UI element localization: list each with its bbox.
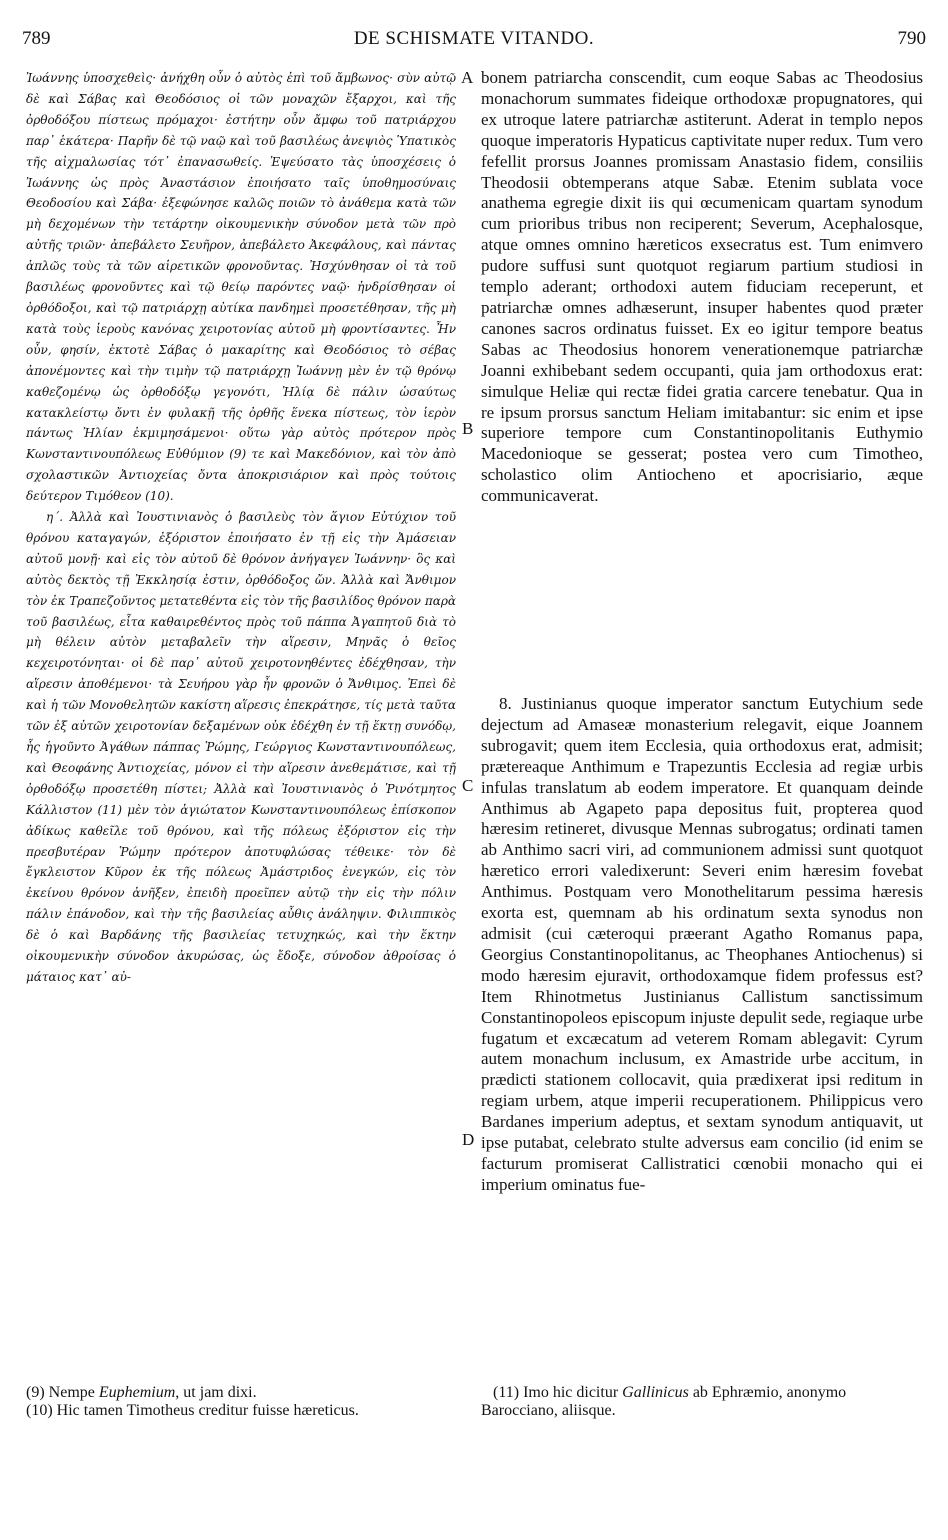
running-header <box>22 28 926 58</box>
latin-paragraph-1: bonem patriarcha conscendit, cum eoque Sabas ac Theodosius monachorum summates fideique orthodoxæ propugnatores, qui ex utroque latere patriarchæ astiterunt. Aderat in templo nepos quoque imperatoris Hypaticus captivitate nuper redux. Tum vero fefellit prorsus Joannes promissam Anastasio fidem, consiliis Theodosii obtemperans atque Sabæ. Etenim sublata voce anathema egregie dixit iis qui œcumenicam quartam synodum cum prioribus tribus non reciperent; Severum, Acephalosque, atque omnes omnino hæreticos exsecratus est. Tum enimvero pudore suffusi sunt quotquot regiarum partium studiosi in templo aderant; orthodoxi autem fiduciam receperunt, et patriarchæ omnes adhæserunt, insuper habentes quod præter canones sacros ordinatus fuisset. Ex eo igitur tempore beatus Sabas ac Theodosius honorem venerationemque patriarchæ Joanni exhibebant sedem occupanti, quia jam orthodoxus erat: simulque Heliæ qui rectæ fidei gratia carcere tenebatur. Qua in re ipsum prorsus sanctum Heliam imitabantur: sic enim et ipse superiore tempore cum Constantinopolitanis Euthymio Macedonioque se gesserat; postea vero cum Timotheo, scholastico olim Antiocheno et apocrisiario, æque communicaverat. <box>481 68 923 506</box>
margin-letter-c: C <box>462 776 474 795</box>
margin-letter-d: D <box>462 1130 475 1149</box>
footnotes-left <box>26 1384 456 1420</box>
left-page-number: 789 <box>22 28 51 49</box>
greek-paragraph-1: Ἰωάννης ὑποσχεθεὶς· ἀνήχθη οὖν ὁ αὐτὸς ἐπὶ τοῦ ἄμβωνος· σὺν αὐτῷ δὲ καὶ Σάβας καὶ Θεοδόσιος οἱ τῶν μοναχῶν ἔξαρχοι, καὶ τῆς ὀρθοδόξου πίστεως πρόμαχοι· ἐστήτην οὖν ἄμφω τοῦ πατριάρχου παρ᾽ ἑκάτερα· Παρῆν δὲ τῷ ναῷ καὶ τοῦ βασιλέως ἀνεψιὸς Ὑπατικὸς τῆς αἰχμαλωσίας τότ᾽ ἐπανασωθείς. Ἐψεύσατο τὰς ὑποσχέσεις ὁ Ἰωάννης ὡς πρὸς Ἀναστάσιον ἐποιήσατο ταῖς ὑποθημοσύναις Θεοδοσίου καὶ Σάβα· ἐξεφώνησε καλῶς ποιῶν τὸ ἀνάθεμα κατὰ τῶν μὴ δεχομένων τὴν τετάρτην οἰκουμενικὴν σύνοδον μετὰ τῶν πρὸ αὐτῆς τριῶν· ἀπεβάλετο Σευῆρον, ἀπεβάλετο Ἀκεφάλους, καὶ πάντας ἁπλῶς τοὺς τὰ τῶν αἱρετικῶν φρονοῦντας. Ἠσχύνθησαν οἱ τὰ τοῦ βασιλέως φρονοῦντες καὶ τῷ θείῳ παρόντες ναῷ· ἠνδρίσθησαν οἱ ὀρθόδοξοι, καὶ τῷ πατριάρχῃ αὐτίκα πανδημεὶ προσετέθησαν, τῆς μὴ κατὰ τοὺς ἱεροὺς κανόνας χειροτονίας αὐτοῦ μὴ φροντίσαντες. Ἦν οὖν, φησίν, ἐκτοτὲ Σάβας ὁ μακαρίτης καὶ Θεοδόσιος τὸ σέβας ἀπονέμοντες καὶ τὴν τιμὴν τῷ πατριάρχῃ Ἰωάννῃ μὲν ἐν τῷ θρόνῳ καθεζομένῳ ὡς ὀρθοδόξῳ γεγονότι, Ἠλίᾳ δὲ πάλιν ὡσαύτως κατακλείστῳ ὄντι ἐν φυλακῇ τῆς ὀρθῆς ἕνεκα πίστεως, τὸν ἱερὸν πάντως Ἠλίαν ἐκμιμησάμενοι· οὕτω γὰρ αὐτὸς πρότερον πρὸς Κωνσταντινουπόλεως Εὐθύμιον (9) τε καὶ Μακεδόνιον, καὶ τὸν ἀπὸ σχολαστικῶν Ἀντιοχείας ὄντα ἀποκρισιάριον καὶ πρὸς τούτοις δεύτερον Τιμόθεον (10). <box>26 71 456 504</box>
right-page-number: 790 <box>897 28 926 49</box>
latin-paragraph-2: 8. Justinianus quoque imperator sanctum Eutychium sede dejectum ad Amaseæ monasterium relegavit, eique Joannem subrogavit; quem item Ecclesia, quia orthodoxus erat, admisit; prætereaque Anthimum e Trapezuntis Ecclesia ad regiæ urbis infulas translatum ab eodem imperatore. Et quanquam deinde Anthimus ab Agapeto papa depositus fuit, propterea quod hæresim retineret, divusque Mennas subrogatus; ordinati tamen ab Anthimo sacri viri, ad communionem admissi sunt quotquot hæretico errori valedixerunt: Severi enim hæresim fovebat Anthimus. Postquam vero Monothelitarum pessima hæresis exorta est, quemnam ab his ordinatum sexta synodus non admisit (cui cæteroqui præerant Agatho Romanus papa, Georgius Constantinopolitanus, ac Theophanes Antiochenus) si modo hæresim ejuravit, orthodoxamque fidem professus est? Item Rhinotmetus Justinianus Callistum sanctissimum Constantinopoleos episcopum injuste depulit sede, regiaque urbe fugatum et excæcatum ad veterem Romam ablegavit: Cyrum autem monachum inclusum, ex Amastride urbe accitum, in prædicti stationem collocavit, quia prædixerat ipsi reditum in regiam urbem, atque imperii recuperationem. Philippicus vero Bardanes imperium adeptus, et sextam synodum antiquavit, ut ipse putabat, celebrato stulte adversus eam concilio (id enim se facturum promiserat Callistratici cœnobii monacho qui ei imperium ominatus fue- <box>481 694 923 1194</box>
latin-text-column <box>481 68 923 1194</box>
greek-text-column <box>26 68 456 988</box>
running-title: DE SCHISMATE VITANDO. <box>353 28 595 49</box>
footnote-10: (10) Hic tamen Timotheus creditur fuisse hæreticus. <box>26 1402 359 1419</box>
margin-letter-b: B <box>462 419 474 438</box>
footnote-9: (9) Nempe Euphemium, ut jam dixi. <box>26 1384 257 1401</box>
margin-letter-a: A <box>461 68 474 87</box>
greek-paragraph-2: η´. Ἀλλὰ καὶ Ἰουστινιανὸς ὁ βασιλεὺς τὸν ἅγιον Εὐτύχιον τοῦ θρόνου καταγαγών, ἐξόριστον ἐποιήσατο ἐν τῇ εἰς τὴν Ἀμάσειαν αὐτοῦ μονῇ· καὶ εἰς τὸν αὐτοῦ δὲ θρόνον ἀνήγαγεν Ἰωάννην· ὃς καὶ αὐτὸς δεκτὸς τῇ Ἐκκλησίᾳ ἐστιν, ὀρθόδοξος ὤν. Ἀλλὰ καὶ Ἄνθιμον τὸν ἐκ Τραπεζοῦντος μετατεθέντα εἰς τὸν τῆς βασιλίδος θρόνον παρὰ τοῦ βασιλέως, εἶτα καθαιρεθέντος πρὸς τοῦ πάππα Ἀγαπητοῦ διὰ τὸ μὴ θέλειν αὐτὸν μεταβαλεῖν τὴν αἵρεσιν, Μηνᾶς ὁ θεῖος κεχειροτόνηται· οἱ δὲ παρ᾽ αὐτοῦ χειροτονηθέντες ἐδέχθησαν, τὴν αἵρεσιν ἀποθέμενοι· τὰ Σευήρου γὰρ ἦν φρονῶν ὁ Ἄνθιμος. Ἐπεὶ δὲ καὶ ἡ τῶν Μονοθελητῶν κακίστη αἵρεσις ἐπεκράτησε, τίς μετὰ ταῦτα τῶν ἐξ αὐτῶν χειροτονίαν δεξαμένων οὐκ ἐδέχθη ἐν τῇ ἕκτῃ συνόδῳ, ἧς ἡγοῦντο Ἀγάθων πάππας Ῥώμης, Γεώργιος Κωνσταντινουπόλεως, καὶ Θεοφάνης Ἀντιοχείας, μόνον εἰ τὴν αἵρεσιν ἀνεθεμάτισε, καὶ τῇ ὀρθοδόξῳ προσετέθη πίστει; Ἀλλὰ καὶ Ἰουστινιανὸς ὁ Ῥινότμητος Κάλλιστον (11) μὲν τὸν ἁγιώτατον Κωνσταντινουπόλεως ἐπίσκοπον ἀδίκως καθεῖλε τοῦ θρόνου, καὶ τῆς πόλεως ἐξόριστον εἰς τὴν πρεσβυτέραν Ῥώμην πρότερον ἀποτυφλώσας τέθεικε· τὸν δὲ ἔγκλειστον Κῦρον ἐκ τῆς πόλεως Ἀμάστριδος ἐνεγκών, εἰς τὸν ἐκείνου θρόνον ἀνῆξεν, ἐπειδὴ προεῖπεν αὐτῷ τὴν εἰς τὴν πόλιν πάλιν ἐπάνοδον, καὶ τὴν τῆς βασιλείας αὖθις ἀνάληψιν. Φιλιππικὸς δὲ ὁ καὶ Βαρδάνης τῆς βασιλείας τετυχηκώς, καὶ τὴν ἕκτην οἰκουμενικὴν σύνοδον ἀκυρώσας, ὡς ἔδοξε, σύνοδον ἀθροίσας ὁ μάταιος κατ᾽ αὐ- <box>26 510 456 984</box>
footnotes-right <box>481 1384 923 1420</box>
footnote-11: (11) Imo hic dicitur Gallinicus ab Ephræmio, anonymo Barocciano, aliisque. <box>481 1384 847 1419</box>
